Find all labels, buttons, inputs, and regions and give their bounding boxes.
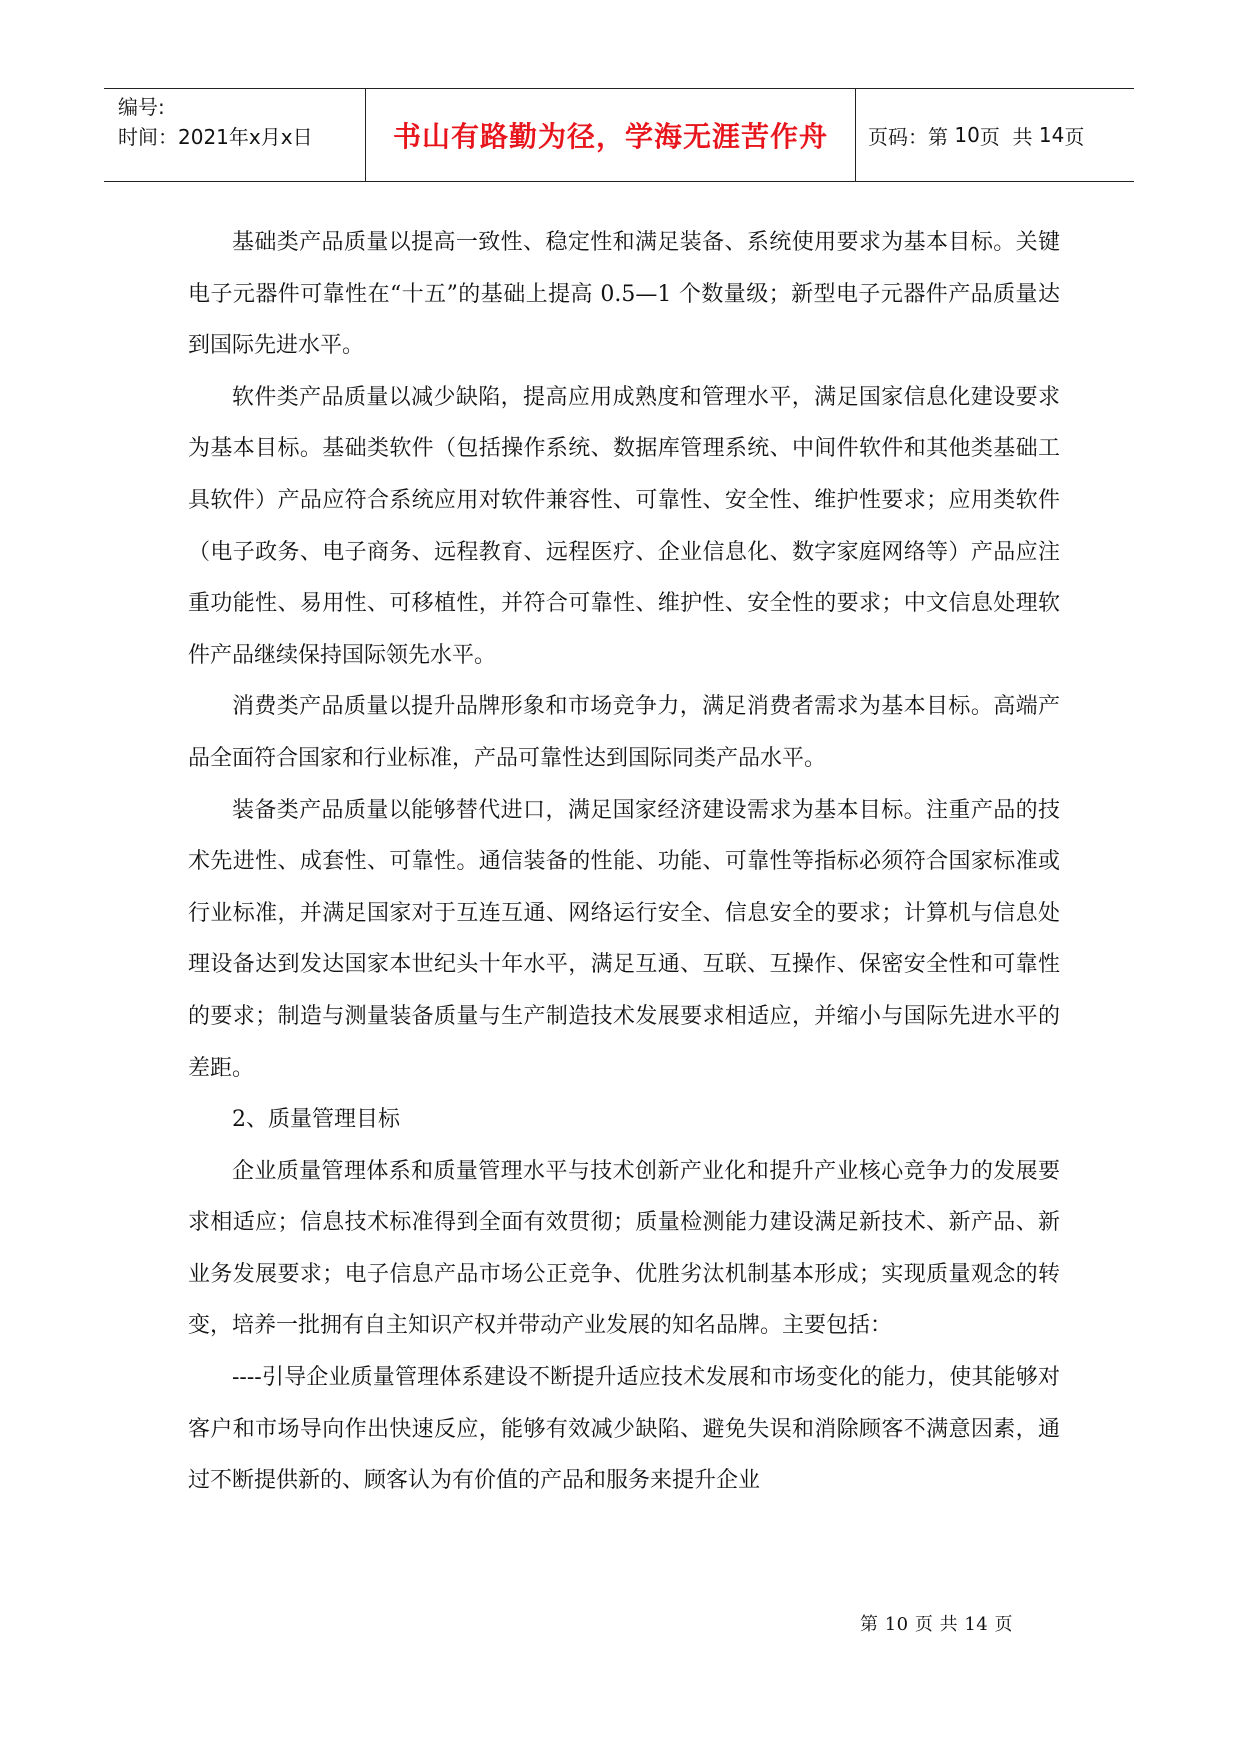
page-total: 14: [1038, 123, 1065, 147]
page-header: [104, 88, 1134, 182]
paragraph-guide-enterprises: ----引导企业质量管理体系建设不断提升适应技术发展和市场变化的能力，使其能够对客户和市场导向作出快速反应，能够有效减少缺陷、避免失误和消除顾客不满意因素，通过不断提供新的、顾客认为有价值的产品和服务来提升企业: [188, 1365, 1060, 1494]
paragraph-basic-products: 基础类产品质量以提高一致性、稳定性和满足装备、系统使用要求为基本目标。关键电子元器件可靠性在“十五”的基础上提高 0.5—1 个数量级；新型电子元器件产品质量达到国际先进水平。: [188, 230, 1060, 359]
header-motto: 书山有路勤为径，学海无涯苦作舟: [366, 89, 856, 181]
paragraph-software-products: 软件类产品质量以减少缺陷，提高应用成熟度和管理水平，满足国家信息化建设要求为基本目标。基础类软件（包括操作系统、数据库管理系统、中间件软件和其他类基础工具软件）产品应符合系统应用对软件兼容性、可靠性、安全性、维护性要求；应用类软件（电子政务、电子商务、远程教育、远程医疗、企业信息化、数字家庭网络等）产品应注重功能性、易用性、可移植性，并符合可靠性、维护性、安全性的要求；中文信息处理软件产品继续保持国际领先水平。: [188, 384, 1060, 668]
header-meta: [104, 89, 366, 181]
document-time: 时间：2021年x月x日: [118, 125, 313, 149]
section-heading-quality-management: 2、质量管理目标: [232, 1107, 400, 1133]
footer-prefix: 第: [860, 1614, 885, 1635]
footer-total-pages: 14: [964, 1614, 989, 1635]
page-footer: [860, 1610, 1013, 1636]
page-label-mid: 页 共: [979, 124, 1039, 149]
document-body: [188, 217, 1060, 1507]
footer-suffix: 页: [988, 1614, 1013, 1635]
footer-mid: 页 共: [908, 1614, 965, 1635]
footer-current-page: 10: [884, 1614, 909, 1635]
page-label-prefix: 页码：第: [868, 124, 955, 149]
header-page-indicator: [856, 89, 1134, 181]
page-label-suffix: 页: [1064, 124, 1085, 149]
page-current: 10: [954, 123, 980, 147]
paragraph-consumer-products: 消费类产品质量以提升品牌形象和市场竞争力，满足消费者需求为基本目标。高端产品全面符合国家和行业标准，产品可靠性达到国际同类产品水平。: [188, 694, 1060, 771]
paragraph-quality-management: 企业质量管理体系和质量管理水平与技术创新产业化和提升产业核心竞争力的发展要求相适应；信息技术标准得到全面有效贯彻；质量检测能力建设满足新技术、新产品、新业务发展要求；电子信息产品市场公正竞争、优胜劣汰机制基本形成；实现质量观念的转变，培养一批拥有自主知识产权并带动产业发展的知名品牌。主要包括：: [188, 1158, 1060, 1339]
document-number-label: 编号:: [118, 95, 165, 119]
paragraph-equipment-products: 装备类产品质量以能够替代进口，满足国家经济建设需求为基本目标。注重产品的技术先进性、成套性、可靠性。通信装备的性能、功能、可靠性等指标必须符合国家标准或行业标准，并满足国家对于互连互通、网络运行安全、信息安全的要求；计算机与信息处理设备达到发达国家本世纪头十年水平，满足互通、互联、互操作、保密安全性和可靠性的要求；制造与测量装备质量与生产制造技术发展要求相适应，并缩小与国际先进水平的差距。: [188, 797, 1060, 1081]
